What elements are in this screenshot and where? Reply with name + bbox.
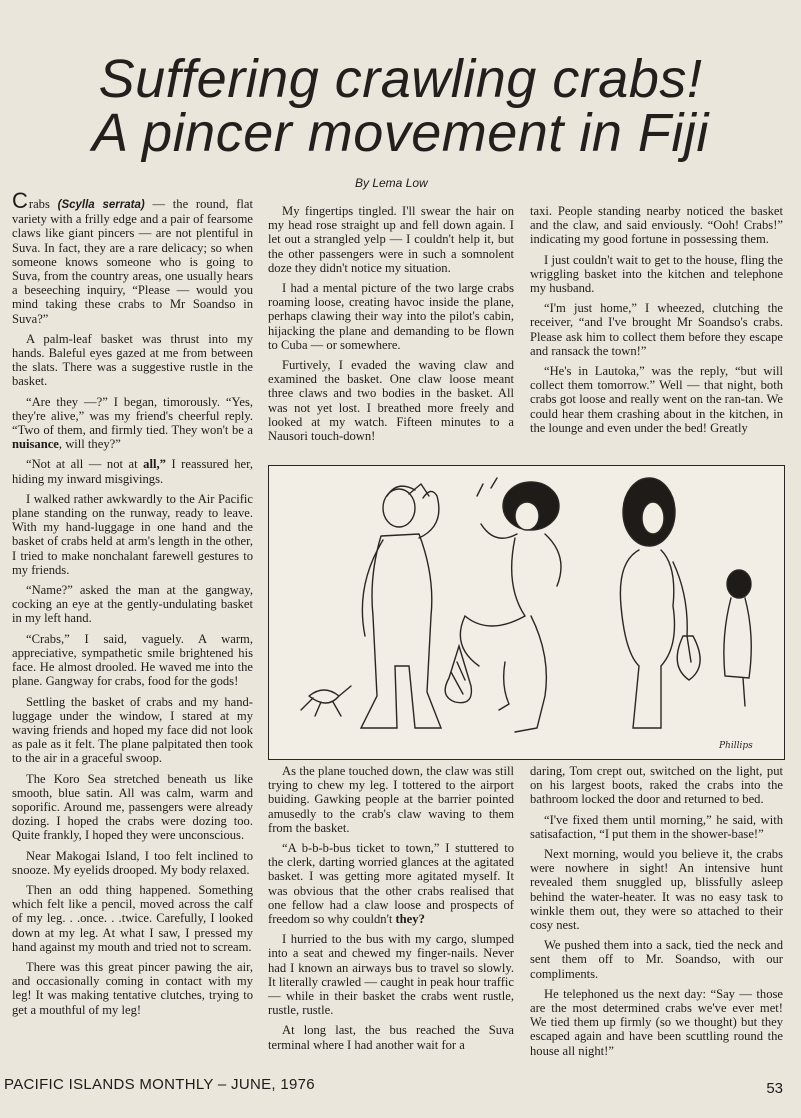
paragraph: “Crabs,” I said, vaguely. A warm, appreciative, sympathetic smile brightened his face. He almost drooled. He waved me into the plane. Gangway for crabs, food for the gods!	[12, 631, 253, 689]
emphasis: all,”	[143, 457, 166, 472]
paragraph-text: , will they?”	[58, 437, 121, 452]
title-line-1: Suffering crawling crabs!	[98, 49, 703, 109]
paragraph	[12, 395, 253, 452]
column-1	[12, 188, 253, 1023]
paragraph: I just couldn't wait to get to the house, fling the wriggling basket into the kitchen and telephone my husband.	[530, 252, 783, 296]
emphasis: nuisance	[12, 437, 59, 452]
crab-shape	[301, 686, 351, 716]
illustration	[268, 465, 785, 760]
woman-body	[460, 524, 561, 732]
paragraph	[12, 457, 253, 485]
paragraph: There was this great pincer pawing the air, and occasionally coming in contact with my leg! It was making tentative clutches, trying to get a mouthful of my leg!	[12, 959, 253, 1017]
paragraph: We pushed them into a sack, tied the neck and sent them off to Mr. Soandso, with our compliments.	[530, 938, 783, 981]
paragraph: He telephoned us the next day: “Say — those are the most determined crabs we've ever met! We tied them up firmly (so we thought) but they escaped again and have been scuttling round the house all night!”	[530, 986, 783, 1058]
cartoon-drawing	[269, 466, 784, 759]
paragraph: daring, Tom crept out, switched on the light, put on his largest boots, raked the crabs into the bathroom locked the door and returned to bed.	[530, 764, 783, 807]
page-number: 53	[766, 1080, 783, 1097]
column-2-top	[268, 204, 514, 449]
paragraph: My fingertips tingled. I'll swear the hair on my head rose straight up and fell down again. I let out a strangled yelp — I couldn't help it, but the other passengers were in such a somnolent doze they didn't notice my situation.	[268, 204, 514, 275]
paragraph: Furtively, I evaded the waving claw and examined the basket. One claw loose meant three claws and two bodies in the basket. All was not yet lost. I breathed more freely and looked at my watch. Fifteen minutes to a Nausori touch-down!	[268, 358, 514, 444]
paragraph: “I'm just home,” I wheezed, clutching the receiver, “and I've brought Mr Soandso's crabs. Please ask him to collect them before they escape and ransack the town!”	[530, 301, 783, 358]
paragraph: The Koro Sea stretched beneath us like smooth, blue satin. All was calm, warm and soporific. Around me, passengers were already dozing. I hoped the crabs were dozing too. Quite frankly, I hoped they were unconscious.	[12, 771, 253, 843]
paragraph: A palm-leaf basket was thrust into my hands. Baleful eyes gazed at me from between the slats. There was a suggestive rustle in the basket.	[12, 331, 253, 389]
paragraph-text: “Are they —?” I began, timorously. “Yes, they're alive,” was my friend's cheerful reply. “Two of them, and firmly tied. They won't be a	[12, 394, 253, 438]
right-woman-body	[620, 550, 674, 728]
paragraph-text: — the round, flat variety with a frilly edge and a pair of fearsome claws like giant pincers — are not plentiful in Suva. In fact, they are a rare delicacy; so when someone knows someone who is going to Suva, from the country areas, one usually hears a beseeching inquiry, “Please — would you mind taking these crabs to Mr Soandso in Suva?”	[12, 197, 253, 326]
drop-cap: C	[12, 188, 28, 213]
paragraph: “I've fixed them until morning,” he said, with satisafaction, “I put them in the shower-base!”	[530, 812, 783, 841]
paragraph-text: “A b-b-b-bus ticket to town,” I stuttered to the clerk, darting worried glances at the agitated basket. I was getting more agitated myself. It was obvious that the other crabs realised that one fellow had a claw loose and prospects of freedom so why couldn't	[268, 841, 514, 927]
paragraph: Then an odd thing happened. Something which felt like a pencil, moved across the calf of my leg. . .once. . .twice. Carefully, I looked down at my leg. At what I saw, I pressed my hand against my mouth and tried not to scream.	[12, 882, 253, 954]
paragraph: I walked rather awkwardly to the Air Pacific plane standing on the runway, ready to leave. With my hand-luggage in one hand and the basket of crabs held at arm's length in the other, I tried to make nonchalant farewell gestures to my friends.	[12, 491, 253, 577]
article-title	[0, 49, 801, 163]
man-arm	[419, 491, 439, 538]
small-figure-head	[727, 570, 751, 598]
paragraph: “He's in Lautoka,” was the reply, “but will collect them tomorrow.” Well — that night, both crabs got loose and really went on the ran-tan. We could hear them crashing about in the kitchen, in the lounge and even under the bed! Greatly	[530, 364, 783, 435]
paragraph	[268, 841, 514, 926]
byline: By Lema Low	[355, 176, 428, 190]
paragraph-text: rabs	[28, 197, 58, 211]
emphasis: they?	[395, 912, 425, 927]
paragraph-text: I reassured her, hiding my inward misgivings.	[12, 457, 253, 486]
title-line-2: A pincer movement in Fiji	[92, 103, 709, 163]
paragraph: Near Makogai Island, I too felt inclined to snooze. My eyelids drooped. My body relaxed.	[12, 848, 253, 877]
column-3-bottom	[530, 764, 783, 1064]
paragraph: Next morning, would you believe it, the crabs were nowhere in sight! An intensive hunt revealed them snuggled up, blissfully asleep behind the water-heater. It was no easy task to winkle them out, they were so attached to their cosy nest.	[530, 847, 783, 933]
paragraph: “Name?” asked the man at the gangway, cocking an eye at the gently-undulating basket in my left hand.	[12, 583, 253, 626]
illustrator-signature: Phillips	[719, 741, 753, 751]
paragraph: taxi. People standing nearby noticed the basket and the claw, and said enviously. “Ooh! Crabs!” indicating my good fortune in possessing them.	[530, 204, 783, 247]
paragraph: At long last, the bus reached the Suva terminal where I had another wait for a	[268, 1023, 514, 1052]
small-figure-body	[724, 598, 751, 706]
man-body	[361, 534, 441, 728]
column-2-bottom	[268, 764, 514, 1058]
paragraph: I had a mental picture of the two large crabs roaming loose, creating havoc inside the plane, perhaps clawing their way into the pilot's cabin, hijacking the plane and demanding to be flown to Cuba — or somewhere.	[268, 281, 514, 352]
paragraph-text: “Not at all — not at	[26, 457, 144, 472]
paragraph: As the plane touched down, the claw was still trying to chew my leg. I tottered to the airport buiding. Gawking people at the barrier pointed amusedly to the crab's claw waving to them from the basket.	[268, 764, 514, 835]
column-3-top	[530, 204, 783, 441]
footer-publication: PACIFIC ISLANDS MONTHLY – JUNE, 1976	[4, 1076, 315, 1093]
paragraph	[12, 188, 253, 326]
paragraph: I hurried to the bus with my cargo, slumped into a seat and chewed my finger-nails. Never had I known an airways bus to travel so slowly. It literally crawled — caught in peak hour traffic — while in their basket the crabs went rustle, rustle, rustle.	[268, 932, 514, 1018]
motion-lines	[477, 478, 497, 496]
species-name: (Scylla serrata)	[57, 199, 145, 211]
paragraph: Settling the basket of crabs and my hand-luggage under the window, I stared at my waving friends and hoped my face did not look as pale as it felt. The plane palpitated then took to the air in a graceful swoop.	[12, 694, 253, 766]
